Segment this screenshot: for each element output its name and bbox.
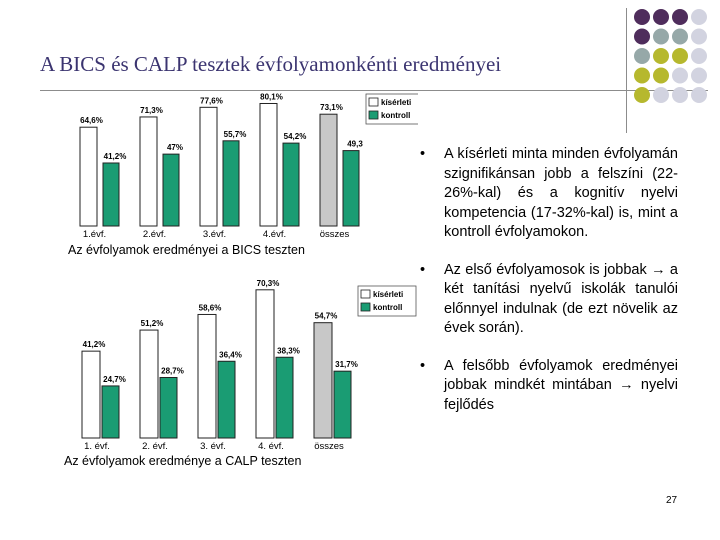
legend-label: kísérleti — [373, 290, 404, 299]
bar-kiserleti — [140, 330, 158, 438]
legend-swatch — [369, 111, 378, 119]
data-label-kontroll: 49,3 — [347, 139, 363, 149]
category-label: 4.évf. — [262, 229, 287, 238]
decor-dot — [672, 9, 688, 25]
category-label: 1.évf. — [82, 229, 107, 238]
decor-dot — [672, 68, 688, 84]
category-label: 3.évf. — [202, 229, 227, 238]
bullet-text: A kísérleti minta minden évfolyamán szignifikánsan jobb a felszíni (22-26%-kal) és a kognitív nyelvi kompetencia (17-32%-kal) is, mint a kontroll évfolyamokon. — [444, 146, 678, 240]
data-label-kontroll: 31,7% — [335, 360, 358, 370]
data-label-kiserleti: 80,1% — [260, 92, 283, 102]
data-label-kiserleti: 71,3% — [140, 105, 163, 115]
decor-dot — [653, 87, 669, 103]
decor-dot — [691, 68, 707, 84]
bar-kontroll — [334, 371, 351, 438]
bar-kontroll — [343, 151, 359, 226]
bar-kiserleti — [82, 351, 100, 438]
legend-swatch — [369, 98, 378, 106]
bar-kontroll — [283, 143, 299, 226]
bullet-item — [420, 261, 678, 339]
data-label-kontroll: 41,2% — [103, 151, 127, 161]
legend-label: kísérleti — [381, 98, 412, 107]
data-label-kiserleti: 64,6% — [80, 116, 103, 126]
category-label: összes — [314, 441, 344, 452]
bullet-dot-icon: • — [420, 357, 426, 374]
bar-kiserleti — [256, 290, 274, 438]
bar-kiserleti — [140, 117, 157, 226]
data-label-kiserleti: 58,6% — [198, 303, 222, 313]
page-number: 27 — [666, 495, 678, 506]
data-label-kontroll: 28,7% — [161, 366, 184, 376]
bics-chart — [58, 86, 418, 238]
data-label-kiserleti: 77,6% — [200, 96, 223, 106]
calp-chart — [58, 278, 418, 454]
legend-swatch — [361, 303, 370, 311]
data-label-kiserleti: 73,1% — [320, 103, 343, 113]
category-label: összes — [319, 229, 350, 238]
decor-dot — [634, 48, 650, 64]
slide-title: A BICS és CALP tesztek évfolyamonkénti eredményei — [40, 52, 502, 76]
decor-dot — [653, 68, 669, 84]
bar-kiserleti — [314, 323, 332, 438]
bar-kontroll — [223, 141, 239, 226]
category-label: 2. évf. — [142, 441, 168, 452]
decor-dot — [672, 29, 688, 45]
decor-dot — [672, 87, 688, 103]
decor-vertical-line — [626, 8, 627, 133]
data-label-kontroll: 47% — [166, 143, 184, 153]
data-label-kontroll: 38,3% — [277, 346, 300, 356]
decor-dot — [672, 48, 688, 64]
data-label-kiserleti: 70,3% — [256, 278, 280, 288]
bullet-text: Az első évfolyamosok is jobbak → a két tanítási nyelvű iskolák tanulói előnnyel indulnak (de ezt növelik az évek során). — [444, 261, 678, 336]
calp-chart-svg — [58, 278, 418, 454]
bar-kontroll — [276, 357, 293, 438]
data-label-kontroll: 24,7% — [103, 374, 126, 384]
bullet-dot-icon: • — [420, 261, 426, 278]
bar-kontroll — [103, 163, 119, 226]
decor-dot — [653, 29, 669, 45]
data-label-kontroll: 36,4% — [219, 350, 242, 360]
data-label-kiserleti: 51,2% — [140, 319, 164, 329]
decor-dot — [691, 48, 707, 64]
decor-dot — [691, 87, 707, 103]
calp-chart-caption: Az évfolyamok eredménye a CALP teszten — [64, 454, 302, 468]
decor-dot — [634, 87, 650, 103]
decor-dot — [691, 9, 707, 25]
category-label: 2.évf. — [142, 229, 167, 238]
category-label: 1. évf. — [84, 441, 110, 452]
bar-kiserleti — [320, 114, 337, 226]
legend-label: kontroll — [381, 111, 411, 120]
bar-kontroll — [218, 361, 235, 438]
bar-kiserleti — [198, 314, 216, 438]
bullet-item — [420, 145, 678, 243]
category-label: 3. évf. — [200, 441, 226, 452]
data-label-kontroll: 55,7% — [223, 129, 247, 139]
category-label: 4. évf. — [258, 441, 284, 452]
decor-dot — [634, 68, 650, 84]
bullet-item — [420, 357, 678, 416]
data-label-kontroll: 54,2% — [283, 132, 307, 142]
decor-dot — [634, 29, 650, 45]
decor-dot-grid — [632, 8, 720, 108]
bar-kontroll — [102, 386, 119, 438]
bullet-text: A felsőbb évfolyamok eredményei jobbak mindkét mintában → nyelvi fejlődés — [444, 357, 678, 413]
data-label-kiserleti: 54,7% — [314, 311, 338, 321]
bics-chart-caption: Az évfolyamok eredményei a BICS teszten — [68, 243, 305, 257]
decor-dot — [691, 29, 707, 45]
bar-kontroll — [163, 154, 179, 226]
data-label-kiserleti: 41,2% — [82, 340, 106, 350]
legend-label: kontroll — [373, 303, 403, 312]
bar-kiserleti — [200, 107, 217, 226]
bullet-list — [420, 145, 678, 433]
bullet-dot-icon: • — [420, 146, 426, 162]
bar-kiserleti — [80, 127, 97, 226]
decor-dot — [653, 9, 669, 25]
bics-chart-svg — [58, 86, 418, 238]
decor-dot — [653, 48, 669, 64]
legend-swatch — [361, 290, 370, 298]
decor-dot — [634, 9, 650, 25]
bar-kontroll — [160, 377, 177, 438]
bar-kiserleti — [260, 103, 277, 226]
